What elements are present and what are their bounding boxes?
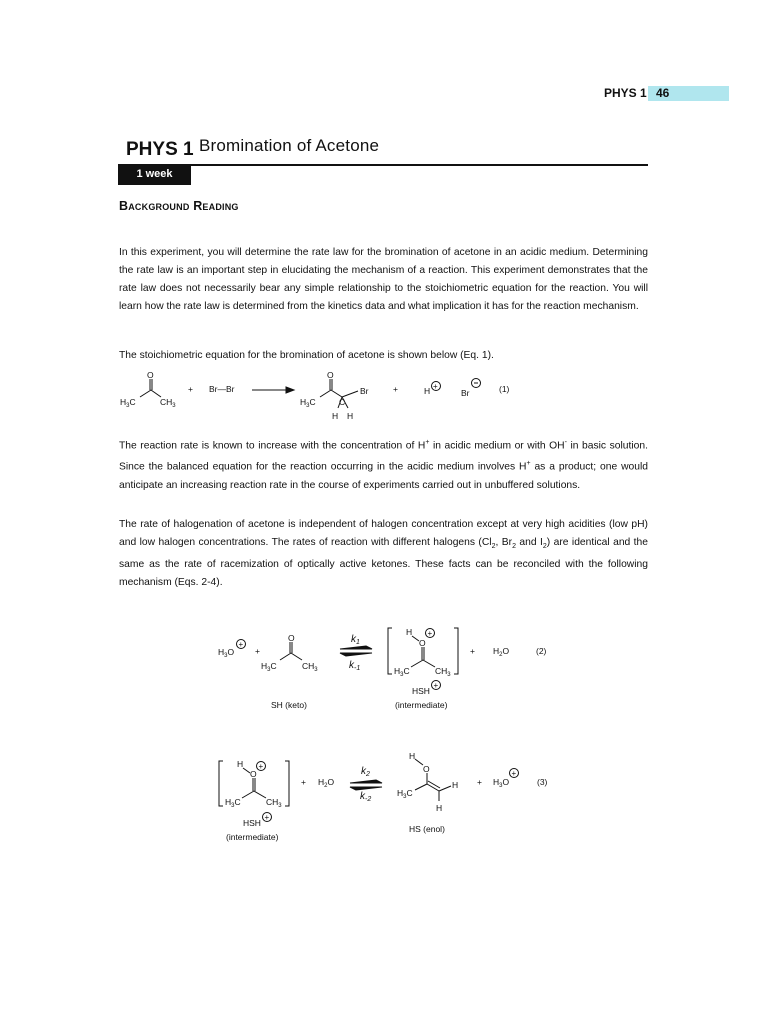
eq1-c: C: [339, 397, 346, 407]
eq3-h3o: H: [493, 777, 500, 787]
eq3-int-label: (intermediate): [226, 832, 279, 842]
svg-text:H3C: $H_3C$: [394, 666, 410, 678]
eq2-h2o: H: [493, 646, 500, 656]
eq2-k-1: k: [349, 660, 354, 671]
eq3-number: (3): [537, 777, 548, 787]
eq3-h-enol-o: H: [409, 751, 416, 761]
eq1-h-right: H: [347, 411, 354, 421]
svg-text:CH3: $CH_3$: [435, 666, 451, 678]
eq2-ch3-int: C: [435, 666, 442, 676]
svg-text:H3C: $H_3C$: [120, 397, 136, 409]
eq2-o-keto: O: [288, 633, 295, 643]
eq3-k2: k: [361, 766, 366, 777]
eq2-h3c-int: H: [394, 666, 401, 676]
paragraph-stoichiometric: The stoichiometric equation for the bromination of acetone is shown below (Eq. 1).: [119, 350, 494, 361]
svg-text:H2O: $H_2O$: [318, 777, 335, 789]
eq3-h2o: H: [318, 777, 325, 787]
eq3-o-int: O: [250, 769, 257, 779]
eq1-br2: Br—Br: [209, 384, 235, 394]
svg-text:CH3: $CH_3$: [160, 397, 176, 409]
eq2-h3c-keto: H: [261, 661, 268, 671]
equation-3: [215, 748, 575, 848]
eq2-number: (2): [536, 646, 547, 656]
svg-text:+: +: [427, 629, 433, 638]
title-course-code: PHYS 1: [126, 139, 194, 160]
eq3-hsh: HSH: [243, 818, 261, 828]
equation-1: [118, 368, 648, 426]
svg-text:k2: $k_2$: [361, 766, 370, 778]
equation-2: [210, 622, 570, 717]
eq2-plus1: +: [255, 646, 260, 656]
eq3-h-int: H: [237, 759, 244, 769]
svg-text:+: +: [238, 640, 244, 649]
svg-text:H3C: $H_3C$: [397, 788, 413, 800]
page-title: Bromination of Acetone: [199, 136, 380, 155]
header-page-number: 46: [648, 86, 729, 101]
eq3-enol-label: HS (enol): [409, 824, 445, 834]
svg-text:CH3: $CH_3$: [266, 797, 282, 809]
header-course-code: PHYS 1: [604, 86, 647, 100]
eq1-number: (1): [499, 384, 510, 394]
eq3-o-enol: O: [423, 764, 430, 774]
eq2-ch3-keto: C: [302, 661, 309, 671]
eq1-plus-symbol: +: [433, 382, 438, 391]
eq1-ch3-left: CH: [160, 397, 173, 407]
eq3-plus2: +: [477, 777, 482, 787]
eq1-h-left: H: [332, 411, 339, 421]
eq1-o1: O: [147, 370, 154, 380]
eq2-h3o-left: H: [218, 647, 225, 657]
eq2-keto-label: SH (keto): [271, 700, 307, 710]
svg-text:+: +: [433, 681, 439, 690]
svg-text:k1: $k_1$: [351, 634, 360, 646]
svg-text:+: +: [511, 769, 517, 778]
eq1-brminus: Br: [461, 388, 470, 398]
title-rule: [118, 164, 648, 166]
eq2-h-int: H: [406, 627, 413, 637]
eq1-h3c-right: H: [300, 397, 307, 407]
eq3-h3c-enol: H: [397, 788, 404, 798]
eq3-h3c-int: H: [225, 797, 232, 807]
svg-text:CH3: $CH_3$: [302, 661, 318, 673]
eq1-hplus: H: [424, 386, 431, 396]
svg-text:k-1: $k_{-1}$: [349, 660, 361, 672]
eq3-plus1: +: [301, 777, 306, 787]
eq3-k-2: k: [360, 791, 365, 802]
eq2-k1: k: [351, 634, 356, 645]
section-heading: Background Reading: [119, 199, 239, 213]
svg-text:H2O: $H_2O$: [493, 646, 510, 658]
eq2-hsh: HSH: [412, 686, 430, 696]
paragraph-intro: In this experiment, you will determine the rate law for the bromination of acetone in an acidic medium. Determining the rate law is an important step in elucidating the mechanism of a reaction. This experiment demonstrates that the rate law does not necessarily bear any simple relationship to the stoichiometric equation for the reaction. You will learn how the rate law is determined from the kinetics data and what implication it has for the reaction mechanism.: [119, 247, 648, 312]
duration-badge: 1 week: [118, 166, 191, 185]
svg-text:H3C: $H_3C$: [261, 661, 277, 673]
paragraph-rate: The reaction rate is known to increase with the concentration of H+ in acidic medium or with OH- in basic solution. Since the balanced equation for the reaction occurring in the acidic medium involves H+ as a product; one would anticipate an increasing reaction rate in the course of experiments carried out in unbuffered solutions.: [119, 439, 648, 491]
paragraph-halogenation: The rate of halogenation of acetone is independent of halogen concentration except at very high acidities (low pH) and low halogen concentrations. The rates of reaction with different halogens ($Cl_2$, $Br_2$ and $I_2$) are identical and the same as the rate of racemization of optically active ketones. These facts can be reconciled with the following mechanism (Eqs. 2-4).: [119, 519, 648, 589]
eq3-ch3-int: C: [266, 797, 273, 807]
svg-text:k-2: $k_{-2}$: [360, 791, 372, 803]
svg-text:H3O: $H_3O$: [493, 777, 510, 789]
eq1-h3c-left: H: [120, 397, 127, 407]
svg-text:+: +: [264, 813, 270, 822]
eq1-o2: O: [327, 370, 334, 380]
eq1-plus2: +: [393, 384, 398, 394]
eq2-int-label: (intermediate): [395, 700, 448, 710]
svg-text:H3C: $H_3C$: [225, 797, 241, 809]
eq1-br-product: Br: [360, 386, 369, 396]
svg-text:+: +: [258, 762, 264, 771]
eq2-o-int: O: [419, 638, 426, 648]
svg-text:H3O: $H_3O$: [218, 647, 235, 659]
eq2-plus2: +: [470, 646, 475, 656]
svg-text:H3C: $H_3C$: [300, 397, 316, 409]
eq1-plus1: +: [188, 384, 193, 394]
eq3-h-enol-right: H: [452, 780, 459, 790]
eq3-h-enol-bottom: H: [436, 803, 443, 813]
